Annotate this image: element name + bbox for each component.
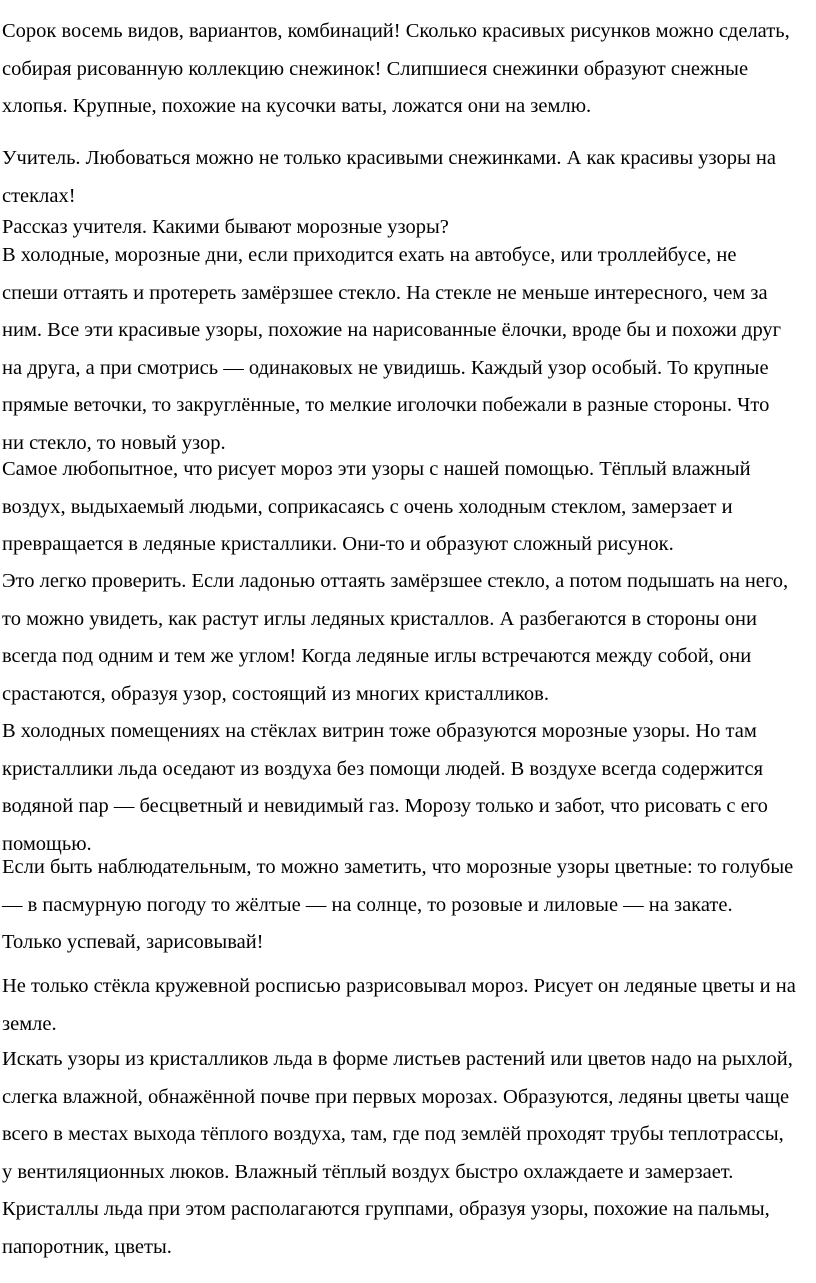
text-line: то можно увидеть, как растут иглы ледяных кристаллов. А разбегаются в стороны они <box>2 607 757 630</box>
text-line: кристаллики льда оседают из воздуха без помощи людей. В воздухе всегда содержится <box>2 757 764 780</box>
text-line: Самое любопытное, что рисует мороз эти узоры с нашей помощью. Тёплый влажный <box>2 458 751 480</box>
text-line: воздух, выдыхаемый людьми, соприкасаясь с очень холодным стеклом, замерзает и <box>2 495 733 518</box>
text-line: Не только стёкла кружевной росписью разрисовывал мороз. Рисует он ледяные цветы и на <box>2 975 796 997</box>
text-line: прямые веточки, то закруглённые, то мелкие иголочки побежали в разные стороны. Что <box>2 394 770 416</box>
text-line: слегка влажной, обнажённой почве при первых морозах. Образуются, ледяны цветы чаще <box>2 1085 790 1108</box>
text-line: ни стекло, то новый узор. <box>2 431 226 454</box>
text-line: — в пасмурную погоду то жёлтые — на солнце, то розовые и лиловые — на закате. <box>2 893 733 916</box>
paragraph-frost-on-glass <box>2 237 814 462</box>
text-line: Рассказ учителя. Какими бывают морозные узоры? <box>2 216 449 238</box>
text-line: собирая рисованную коллекцию снежинок! Слипшиеся снежинки образуют снежные <box>2 57 749 80</box>
paragraph-snowflake-collection <box>2 13 814 126</box>
paragraph-ice-flowers <box>2 968 814 1043</box>
text-line: срастаются, образуя узор, состоящий из многих кристалликов. <box>2 682 549 705</box>
text-line: на друга, а при смотрись — одинаковых не увидишь. Каждый узор особый. То крупные <box>2 356 769 379</box>
text-line: В холодных помещениях на стёклах витрин тоже образуются морозные узоры. Но там <box>2 720 757 742</box>
paragraph-shop-windows <box>2 713 814 863</box>
text-line: папоротник, цветы. <box>2 1235 172 1258</box>
text-line: всего в местах выхода тёплого воздуха, там, где под землёй проходят трубы теплотрассы, <box>2 1123 784 1145</box>
text-line: Это легко проверить. Если ладонью оттаять замёрзшее стекло, а потом подышать на него, <box>2 570 789 592</box>
text-line: Учитель. Любоваться можно не только красивыми снежинками. А как красивы узоры на <box>2 147 777 169</box>
paragraph-search-patterns <box>2 1041 814 1266</box>
text-line: превращается в ледяные кристаллики. Они-то и образуют сложный рисунок. <box>2 533 674 555</box>
text-line: Сорок восемь видов, вариантов, комбинаций! Сколько красивых рисунков можно сделать, <box>2 20 790 42</box>
text-line: ним. Все эти красивые узоры, похожие на нарисованные ёлочки, вроде бы и похожи друг <box>2 319 782 341</box>
text-line: В холодные, морозные дни, если приходится ехать на автобусе, или троллейбусе, не <box>2 244 737 266</box>
text-line: хлопья. Крупные, похожие на кусочки ваты, ложатся они на землю. <box>2 95 592 117</box>
text-line: земле. <box>2 1012 57 1035</box>
text-line: Только успевай, зарисовывай! <box>2 931 264 953</box>
text-line: стеклах! <box>2 184 76 207</box>
paragraph-colored-patterns <box>2 849 814 962</box>
paragraph-teacher-remark <box>2 140 814 215</box>
text-line: водяной пар — бесцветный и невидимый газ. Морозу только и забот, что рисовать с его <box>2 795 768 817</box>
paragraph-breath-crystals <box>2 451 814 564</box>
text-line: помощью. <box>2 832 92 855</box>
paragraph-easy-check <box>2 563 814 713</box>
text-line: спеши оттаять и протереть замёрзшее стекло. На стекле не меньше интересного, чем за <box>2 281 768 304</box>
text-line: Кристаллы льда при этом располагаются группами, образуя узоры, похожие на пальмы, <box>2 1198 770 1220</box>
text-line: Если быть наблюдательным, то можно заметить, что морозные узоры цветные: то голубые <box>2 856 794 878</box>
text-line: у вентиляционных люков. Влажный тёплый воздух быстро охлаждаете и замерзает. <box>2 1160 734 1183</box>
text-line: всегда под одним и тем же углом! Когда ледяные иглы встречаются между собой, они <box>2 645 752 667</box>
text-line: Искать узоры из кристалликов льда в форме листьев растений или цветов надо на рыхлой, <box>2 1048 793 1070</box>
